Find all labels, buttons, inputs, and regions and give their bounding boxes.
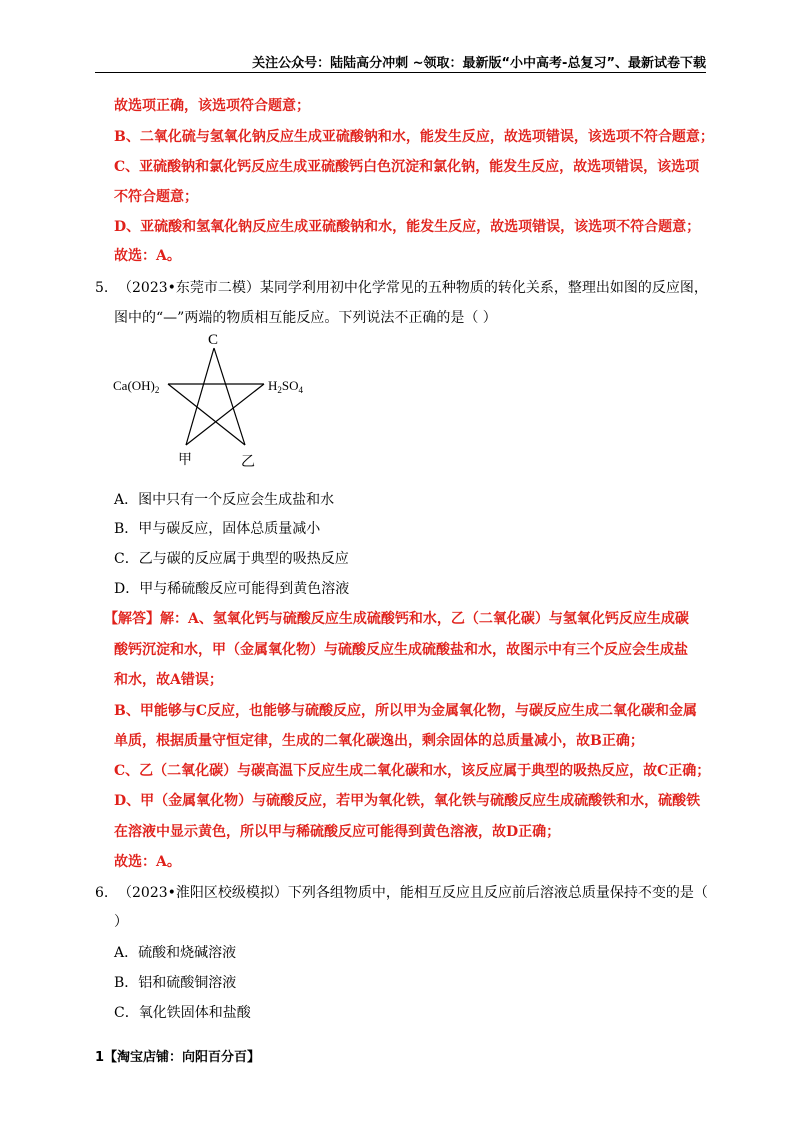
answer-line: 不符合题意； <box>114 189 198 205</box>
option-c: C．乙与碳的反应属于典型的吸热反应 <box>114 551 349 567</box>
question-stem: ） <box>114 914 128 930</box>
option-a: A．图中只有一个反应会生成盐和水 <box>114 492 335 508</box>
header-text: 关注公众号：陆陆高分冲刺 ~领取：最新版“小中高考-总复习”、最新试卷下载 <box>252 56 706 71</box>
option-c: C．氧化铁固体和盐酸 <box>114 1005 251 1021</box>
node-bottom-right: 乙 <box>241 455 255 470</box>
node-right: $H_2SO_4$ <box>268 378 304 395</box>
option-b: B．铝和硫酸铜溶液 <box>114 975 237 991</box>
answer-line: 单质，根据质量守恒定律，生成的二氧化碳逸出，剩余固体的总质量减小，故B正确； <box>114 733 644 749</box>
answer-line: B、甲能够与C反应，也能够与硫酸反应，所以甲为金属氧化物，与碳反应生成二氧化碳和金属 <box>114 703 697 719</box>
answer-line: 故选：A。 <box>114 248 181 264</box>
answer-line: 故选项正确，该选项符合题意； <box>114 98 310 114</box>
answer-line: D、甲（金属氧化物）与硫酸反应，若甲为氧化铁，氧化铁与硫酸反应生成硫酸铁和水，硫酸铁 <box>114 793 701 809</box>
answer-line: 【解答】解：A、氢氧化钙与硫酸反应生成硫酸钙和水，乙（二氧化碳）与氢氧化钙反应生成碳 <box>104 611 689 627</box>
answer-line: 在溶液中显示黄色，所以甲与稀硫酸反应可能得到黄色溶液，故D正确； <box>114 824 561 840</box>
answer-line: 和水，故A错误； <box>114 672 223 688</box>
node-left: $Ca(OH)_2$ <box>113 378 160 395</box>
question-number: 6. <box>95 885 109 901</box>
answer-line: D、亚硫酸和氢氧化钠反应生成亚硫酸钠和水，能发生反应，故选项错误，该选项不符合题意； <box>114 219 701 235</box>
answer-line: 故选：A。 <box>114 854 181 870</box>
node-bottom-left: 甲 <box>178 453 192 468</box>
answer-line: C、乙（二氧化碳）与碳高温下反应生成二氧化碳和水，该反应属于典型的吸热反应，故C正确； <box>114 763 711 779</box>
option-d: D．甲与稀硫酸反应可能得到黄色溶液 <box>114 581 350 597</box>
page-footer: 1【淘宝店铺：向阳百分百】 <box>95 1050 261 1065</box>
answer-line: C、亚硫酸钠和氯化钙反应生成亚硫酸钙白色沉淀和氯化钠，能发生反应，故选项错误，该选项 <box>114 159 700 175</box>
question-stem: 图中的“—”两端的物质相互能反应。下列说法不正确的是（ ） <box>114 310 497 326</box>
question-stem: （2023•淮阳区校级模拟）下列各组物质中，能相互反应且反应前后溶液总质量保持不变的是（ <box>118 885 708 901</box>
header-rule <box>95 72 706 73</box>
question-stem: （2023•东莞市二模）某同学利用初中化学常见的五种物质的转化关系，整理出如图的反应图， <box>118 280 708 296</box>
question-number: 5. <box>95 280 109 296</box>
answer-line: B、二氧化硫与氢氧化钠反应生成亚硫酸钠和水，能发生反应，故选项错误，该选项不符合题意； <box>114 129 714 145</box>
reaction-star-diagram <box>108 328 328 473</box>
option-b: B．甲与碳反应，固体总质量减小 <box>114 521 321 537</box>
answer-line: 酸钙沉淀和水，甲（金属氧化物）与硫酸反应生成硫酸盐和水，故图示中有三个反应会生成盐 <box>114 642 688 658</box>
node-top: C <box>208 332 219 348</box>
option-a: A．硫酸和烧碱溶液 <box>114 945 237 961</box>
